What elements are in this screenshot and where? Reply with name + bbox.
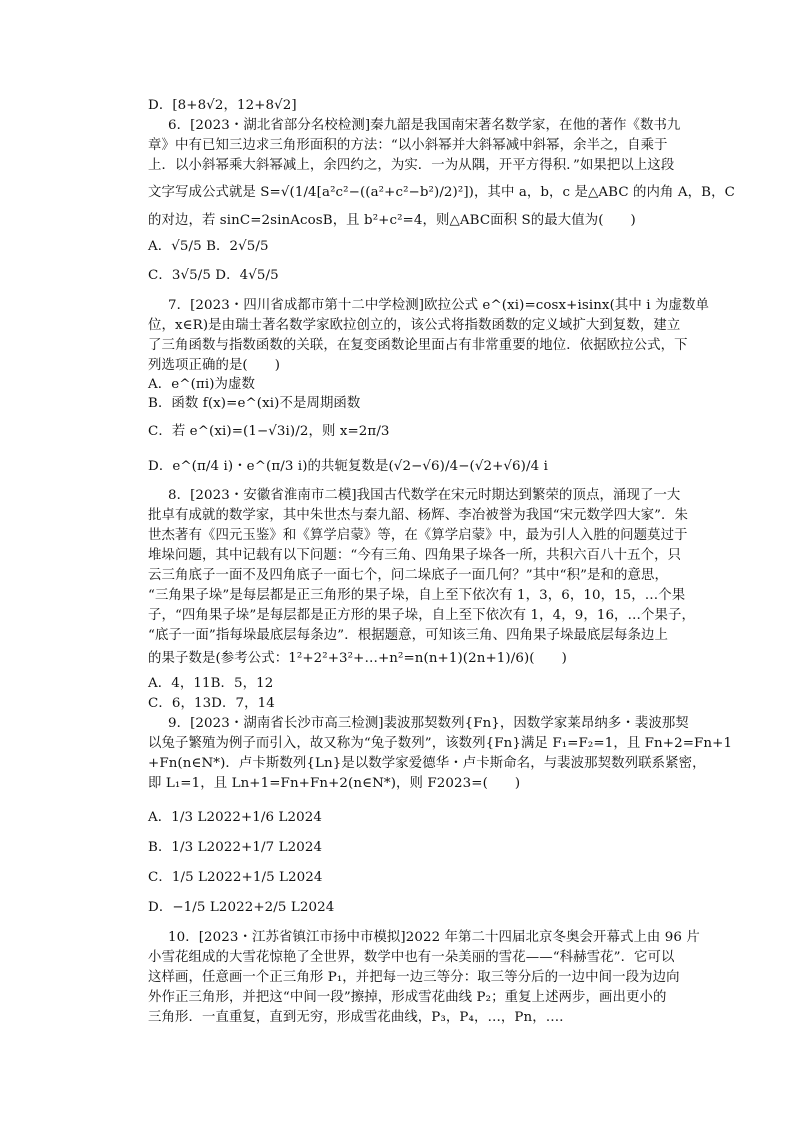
q10-line-1: 10．[2023・江苏省镇江市扬中市模拟]2022 年第二十四届北京冬奥会开幕式上由 96 片: [168, 930, 700, 945]
q9-line-4: 即 L₁=1，且 Ln+1=Fn+Fn+2(n∈N*)，则 F2023=( ): [148, 776, 521, 791]
q8-line-2: 批卓有成就的数学家，其中朱世杰与秦九韶、杨辉、李冶被誉为我国“宋元数学四大家”．朱: [148, 508, 689, 523]
q6-line-5: 的对边，若 sinC=2sinAcosB，且 b²+c²=4，则△ABC面积 S的最大值为( ): [148, 213, 636, 228]
q9-line-1: 9．[2023・湖南省长沙市高三检测]裴波那契数列{Fn}，因数学家莱昂纳多・裴波那契: [168, 716, 689, 731]
q8-options-ab: A．4，11B．5，12: [148, 676, 274, 691]
q7-line-3: 了三角函数与指数函数的关联，在复变函数论里面占有非常重要的地位．依据欧拉公式，下: [148, 338, 688, 353]
q8-formula-line: 的果子数是(参考公式：1²+2²+3²+…+n²=n(n+1)(2n+1)/6)( ): [148, 651, 567, 666]
q10-line-4: 外作正三角形，并把这“中间一段”擦掉，形成雪花曲线 P₂；重复上述两步，画出更小的: [148, 990, 667, 1005]
q10-line-3: 这样画，任意画一个正三角形 P₁，并把每一边三等分：取三等分后的一边中间一段为边向: [148, 970, 680, 985]
q8-line-4: 堆垛问题，其中记载有以下问题：“今有三角、四角果子垛各一所，共积六百八十五个，只: [148, 548, 682, 563]
q9-line-3: +Fn(n∈N*)．卢卡斯数列{Ln}是以数学家爱德华・卢卡斯命名，与裴波那契数列联系紧密，: [148, 756, 706, 771]
q9-option-b: B．1/3 L2022+1/7 L2024: [148, 840, 323, 855]
q10-line-5: 三角形．一直重复，直到无穷，形成雪花曲线，P₃，P₄，…，Pn，…．: [148, 1010, 573, 1025]
q8-line-6: “三角果子垛”是每层都是正三角形的果子垛，自上至下依次有 1，3，6，10，15，…个果: [148, 588, 686, 603]
q8-line-7: 子，“四角果子垛”是每层都是正方形的果子垛，自上至下依次有 1，4，9，16，…个果子，: [148, 608, 696, 623]
q5-option-d: D．[8+8√2，12+8√2]: [148, 98, 297, 113]
q6-line-2: 章》中有已知三边求三角形面积的方法：“以小斜幂并大斜幂减中斜幂，余半之，自乘于: [148, 138, 668, 153]
q8-line-3: 世杰著有《四元玉鉴》和《算学启蒙》等，在《算学启蒙》中，最为引人入胜的问题莫过于: [148, 528, 688, 543]
q6-formula-line: 文字写成公式就是 S=√(1/4[a²c²−((a²+c²−b²)/2)²])，其中 a，b，c 是△ABC 的内角 A，B，C: [148, 185, 735, 200]
q9-line-2: 以兔子繁殖为例子而引入，故又称为“兔子数列”，该数列{Fn}满足 F₁=F₂=1，且 Fn+2=Fn+1: [148, 736, 733, 751]
q8-options-cd: C．6，13D．7，14: [148, 696, 275, 711]
q6-line-1: 6．[2023・湖北省部分名校检测]秦九韶是我国南宋著名数学家，在他的著作《数书九: [168, 118, 681, 133]
q9-option-a: A．1/3 L2022+1/6 L2024: [148, 810, 322, 825]
q7-line-2: 位，x∈R)是由瑞士著名数学家欧拉创立的，该公式将指数函数的定义域扩大到复数，建立: [148, 318, 681, 333]
q6-options-ab: A．√5/5 B．2√5/5: [148, 239, 269, 254]
q7-option-b: B．函数 f(x)=e^(xi)不是周期函数: [148, 396, 361, 411]
q9-option-d: D．−1/5 L2022+2/5 L2024: [148, 900, 335, 915]
q6-line-3: 上．以小斜幂乘大斜幂减上，余四约之，为实．一为从隅，开平方得积．”如果把以上这段: [148, 158, 675, 173]
q7-option-c: C．若 e^(xi)=(1−√3i)/2，则 x=2π/3: [148, 424, 390, 439]
q7-line-4: 列选项正确的是( ): [148, 358, 281, 373]
q8-line-8: “底子一面”指每垛最底层每条边”．根据题意，可知该三角、四角果子垛最底层每条边上: [148, 628, 668, 643]
q8-line-5: 云三角底子一面不及四角底子一面七个，问二垛底子一面几何？”其中“积”是和的意思，: [148, 568, 668, 583]
q7-option-d: D．e^(π/4 i)・e^(π/3 i)的共轭复数是(√2−√6)/4−(√2+√6)/4 i: [148, 459, 548, 474]
q10-line-2: 小雪花组成的大雪花惊艳了全世界，数学中也有一朵美丽的雪花——“科赫雪花”．它可以: [148, 950, 675, 965]
q9-option-c: C．1/5 L2022+1/5 L2024: [148, 870, 323, 885]
q7-line-1: 7．[2023・四川省成都市第十二中学检测]欧拉公式 e^(xi)=cosx+isinx(其中 i 为虚数单: [168, 298, 709, 313]
q8-line-1: 8．[2023・安徽省淮南市二模]我国古代数学在宋元时期达到繁荣的顶点，涌现了一大: [168, 488, 681, 503]
q7-option-a: A．e^(πi)为虚数: [148, 377, 256, 392]
q6-options-cd: C．3√5/5 D．4√5/5: [148, 268, 279, 283]
